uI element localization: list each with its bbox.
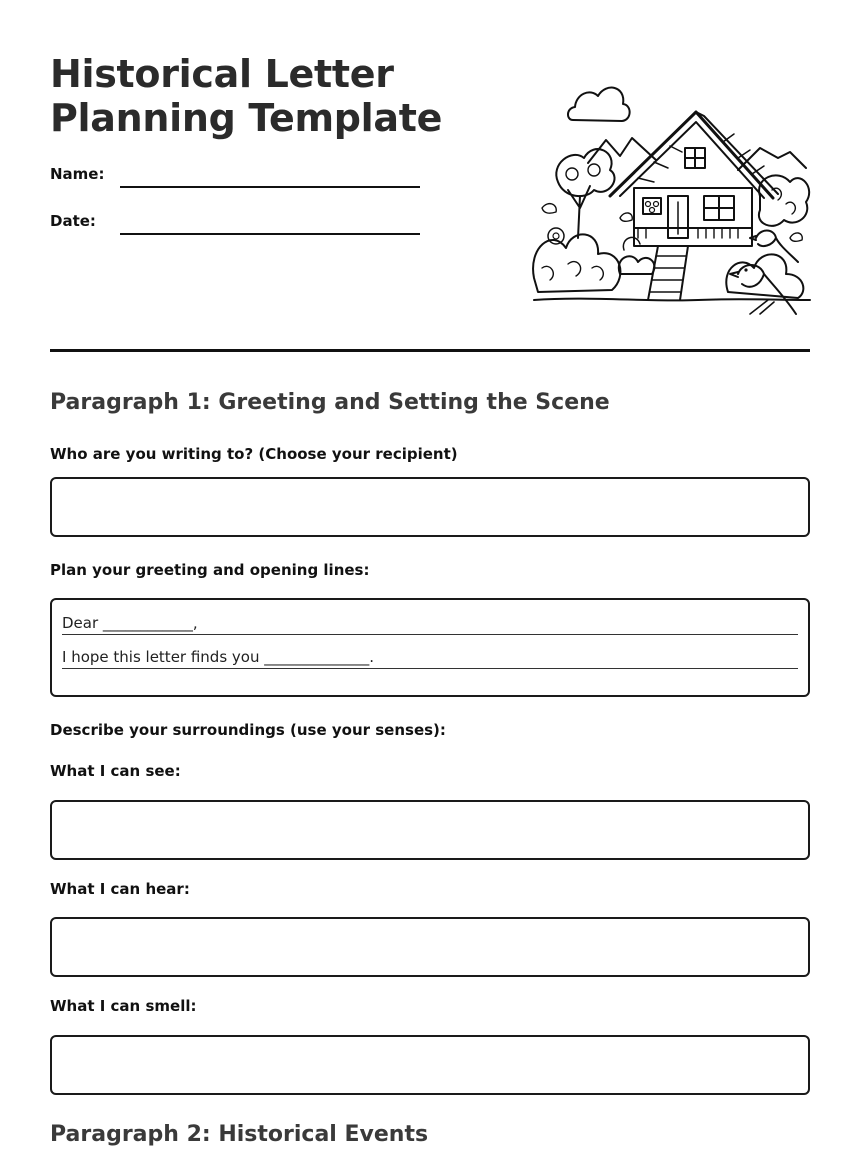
name-field[interactable] — [120, 186, 420, 188]
date-label: Date: — [50, 212, 96, 230]
smell-label: What I can smell: — [50, 997, 197, 1015]
greeting-line-1: Dear ____________, — [62, 612, 798, 635]
header-divider — [50, 349, 810, 352]
see-label: What I can see: — [50, 762, 181, 780]
recipient-answer-box[interactable] — [50, 477, 810, 537]
greeting-answer-box[interactable] — [50, 598, 810, 697]
greeting-prompt: Plan your greeting and opening lines: — [50, 561, 370, 579]
section-heading-paragraph-1: Paragraph 1: Greeting and Setting the Scene — [50, 390, 610, 415]
title-line-1: Historical Letter — [50, 52, 394, 96]
name-label: Name: — [50, 165, 105, 183]
smell-answer-box[interactable] — [50, 1035, 810, 1095]
see-answer-box[interactable] — [50, 800, 810, 860]
section-heading-paragraph-2: Paragraph 2: Historical Events — [50, 1122, 429, 1147]
title-line-2: Planning Template — [50, 96, 443, 140]
greeting-line-2: I hope this letter finds you ______________. — [62, 646, 798, 669]
surroundings-prompt: Describe your surroundings (use your senses): — [50, 721, 446, 739]
hear-label: What I can hear: — [50, 880, 190, 898]
recipient-prompt: Who are you writing to? (Choose your recipient) — [50, 445, 458, 463]
date-field[interactable] — [120, 233, 420, 235]
house-garden-icon — [528, 78, 813, 323]
hear-answer-box[interactable] — [50, 917, 810, 977]
page-title — [50, 52, 442, 140]
